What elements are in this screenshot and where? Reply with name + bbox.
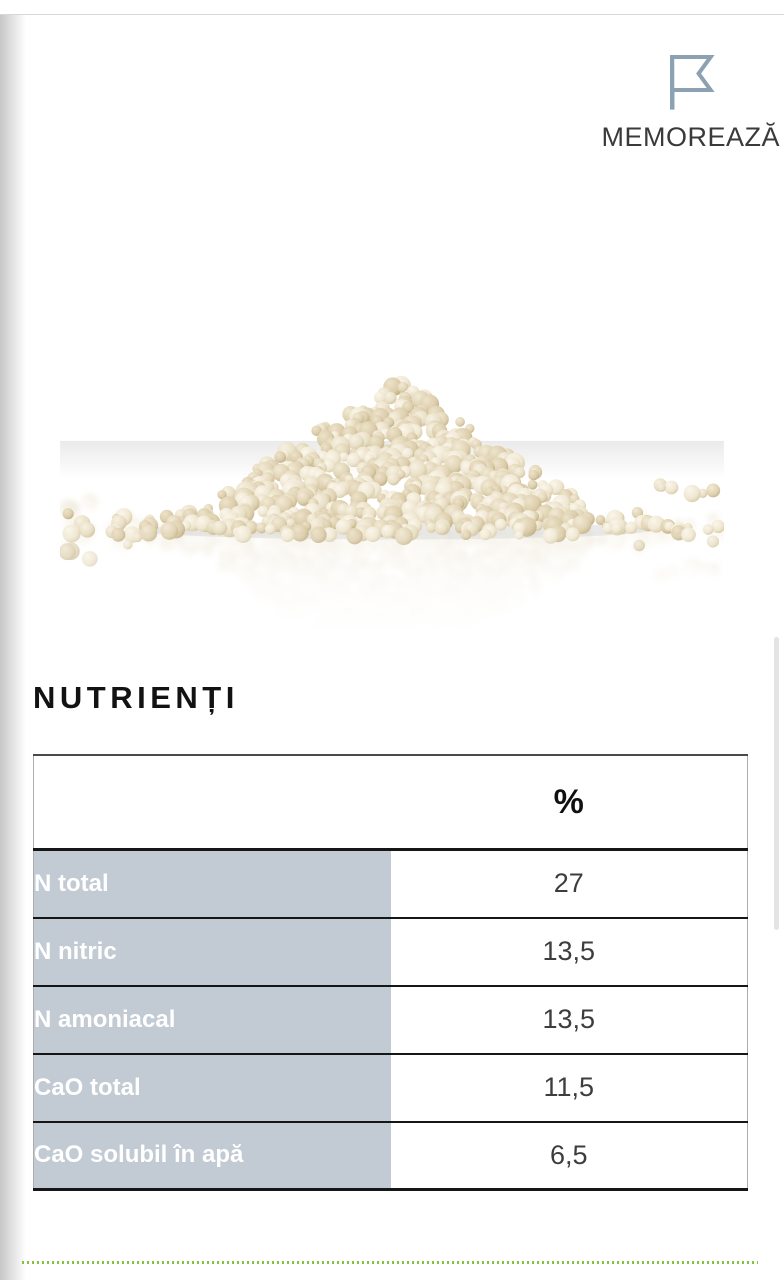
page-top-border bbox=[0, 14, 784, 15]
table-row bbox=[34, 850, 748, 918]
fertilizer-granules-photo bbox=[60, 283, 724, 635]
nutrient-label: N nitric bbox=[34, 918, 391, 986]
page-left-edge-shadow bbox=[0, 15, 26, 1280]
nutrient-label: N amoniacal bbox=[34, 986, 391, 1054]
nutrient-value: 27 bbox=[391, 850, 748, 918]
memorize-button-label: MEMOREAZĂ bbox=[601, 122, 780, 152]
table-row bbox=[34, 1054, 748, 1122]
header-empty-cell bbox=[34, 755, 391, 850]
green-dotted-divider bbox=[22, 1261, 758, 1264]
flag-icon bbox=[666, 50, 716, 114]
nutrient-value: 11,5 bbox=[391, 1054, 748, 1122]
scrollbar-thumb[interactable] bbox=[774, 637, 779, 930]
header-percent-cell: % bbox=[391, 755, 748, 850]
nutrient-label: CaO total bbox=[34, 1054, 391, 1122]
table-row bbox=[34, 986, 748, 1054]
nutrient-label: CaO solubil în apă bbox=[34, 1122, 391, 1190]
table-header-row bbox=[34, 755, 748, 850]
nutrient-label: N total bbox=[34, 850, 391, 918]
nutrient-value: 13,5 bbox=[391, 986, 748, 1054]
table-row bbox=[34, 918, 748, 986]
table-row bbox=[34, 1122, 748, 1190]
memorize-button[interactable] bbox=[599, 50, 782, 153]
section-heading-nutrients: NUTRIENȚI bbox=[33, 680, 239, 715]
nutrients-table bbox=[33, 754, 748, 1191]
nutrient-value: 13,5 bbox=[391, 918, 748, 986]
nutrient-value: 6,5 bbox=[391, 1122, 748, 1190]
